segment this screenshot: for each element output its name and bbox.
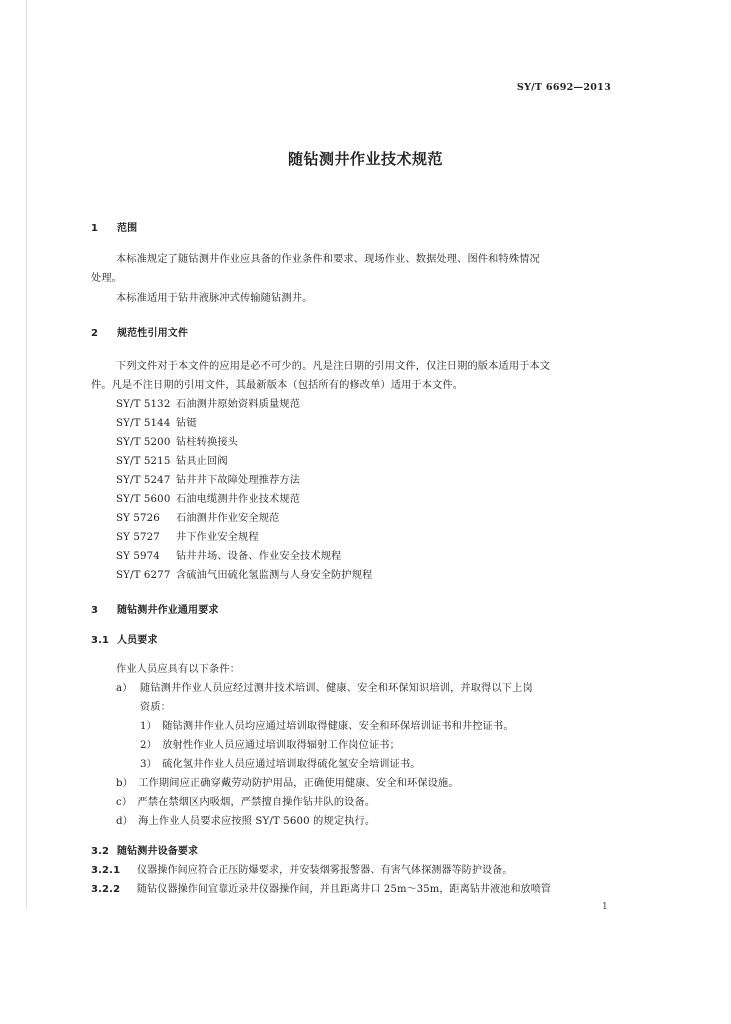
subsection-3-2-heading — [91, 845, 198, 859]
paragraph: 下列文件对于本文件的应用是必不可少的。凡是注日期的引用文件，仅注日期的版本适用于本文 — [116, 361, 551, 372]
reference-code: SY/T 5247 — [116, 475, 171, 486]
section-1-heading — [91, 222, 137, 236]
reference-title: 石油测井原始资料质量规范 — [176, 399, 301, 410]
reference-title: 钻井井下故障处理推荐方法 — [176, 475, 301, 486]
reference-title: 石油测井作业安全规范 — [176, 513, 280, 524]
paragraph: 本标准规定了随钻测井作业应具备的作业条件和要求、现场作业、数据处理、图件和特殊情况 — [116, 254, 540, 265]
reference-item — [116, 398, 300, 412]
reference-item — [116, 436, 238, 450]
subsection-number: 3.1 — [91, 635, 110, 646]
reference-item — [116, 455, 228, 469]
section-2-heading — [91, 327, 188, 341]
reference-title: 井下作业安全规程 — [176, 532, 259, 543]
reference-title: 钻柱转换接头 — [176, 437, 239, 448]
reference-title: 钻具止回阀 — [176, 456, 228, 467]
clause-number: 3.2.2 — [91, 884, 121, 895]
reference-item — [116, 493, 300, 507]
list-item — [116, 682, 533, 696]
paragraph: 作业人员应具有以下条件： — [116, 664, 241, 675]
section-number: 2 — [91, 328, 99, 339]
page-number: 1 — [602, 902, 608, 912]
subsection-title: 随钻测井设备要求 — [117, 846, 199, 857]
list-label: a） — [116, 683, 133, 694]
section-number: 1 — [91, 223, 99, 234]
reference-item — [116, 550, 341, 564]
section-3-heading — [91, 604, 219, 618]
reference-code: SY 5726 — [116, 513, 160, 524]
reference-item — [116, 531, 259, 545]
reference-item — [116, 417, 197, 431]
reference-item — [116, 474, 300, 488]
reference-code: SY/T 5144 — [116, 418, 171, 429]
clause-item — [91, 864, 513, 878]
clause-item — [91, 883, 551, 897]
sub-list-item: 2） 放射性作业人员应通过培训取得辐射工作岗位证书； — [140, 740, 400, 751]
reference-title: 钻铤 — [176, 418, 197, 429]
sub-list-item: 1） 随钻测井作业人员均应通过培训取得健康、安全和环保培训证书和井控证书。 — [140, 721, 514, 732]
subsection-title: 人员要求 — [117, 635, 158, 646]
reference-code: SY/T 5132 — [116, 399, 171, 410]
reference-code: SY 5974 — [116, 551, 160, 562]
list-item-continuation: 资质： — [140, 702, 172, 713]
clause-number: 3.2.1 — [91, 865, 121, 876]
reference-item — [116, 512, 279, 526]
sub-list-item: 3） 硫化氢井作业人员应通过培训取得硫化氢安全培训证书。 — [140, 759, 421, 770]
list-text: 随钻测井作业人员应经过测井技术培训、健康、安全和环保知识培训，并取得以下上岗 — [140, 683, 533, 694]
section-number: 3 — [91, 605, 99, 616]
document-title: 随钻测井作业技术规范 — [287, 150, 443, 168]
subsection-3-1-heading — [91, 634, 158, 648]
clause-text: 仪器操作间应符合正压防爆要求，并安装烟雾报警器、有害气体探测器等防护设备。 — [137, 865, 513, 876]
reference-title: 含硫油气田硫化氢监测与人身安全防护规程 — [176, 570, 373, 581]
standard-code: SY/T 6692—2013 — [516, 82, 611, 93]
section-title: 随钻测井作业通用要求 — [117, 605, 219, 616]
paragraph: 件。凡是不注日期的引用文件，其最新版本（包括所有的修改单）适用于本文件。 — [91, 380, 464, 391]
list-item: c） 严禁在禁烟区内吸烟，严禁擅自操作钻井队的设备。 — [116, 797, 376, 808]
reference-code: SY/T 5600 — [116, 494, 171, 505]
section-title: 范围 — [117, 223, 138, 234]
reference-code: SY/T 5215 — [116, 456, 171, 467]
paragraph: 本标准适用于钻井液脉冲式传输随钻测井。 — [116, 293, 313, 304]
reference-code: SY/T 5200 — [116, 437, 171, 448]
list-item: b） 工作期间应正确穿戴劳动防护用品，正确使用健康、安全和环保设施。 — [116, 778, 459, 789]
reference-code: SY 5727 — [116, 532, 160, 543]
paragraph: 处理。 — [91, 273, 123, 284]
subsection-number: 3.2 — [91, 846, 110, 857]
clause-text: 随钻仪器操作间宜靠近录井仪器操作间，并且距离井口 25m～35m，距离钻井液池和放喷管 — [137, 884, 552, 895]
reference-title: 石油电缆测井作业技术规范 — [176, 494, 301, 505]
reference-title: 钻井井场、设备、作业安全技术规程 — [176, 551, 342, 562]
reference-item — [116, 569, 372, 583]
list-item: d） 海上作业人员要求应按照 SY/T 5600 的规定执行。 — [116, 816, 376, 827]
reference-code: SY/T 6277 — [116, 570, 171, 581]
section-title: 规范性引用文件 — [117, 328, 189, 339]
